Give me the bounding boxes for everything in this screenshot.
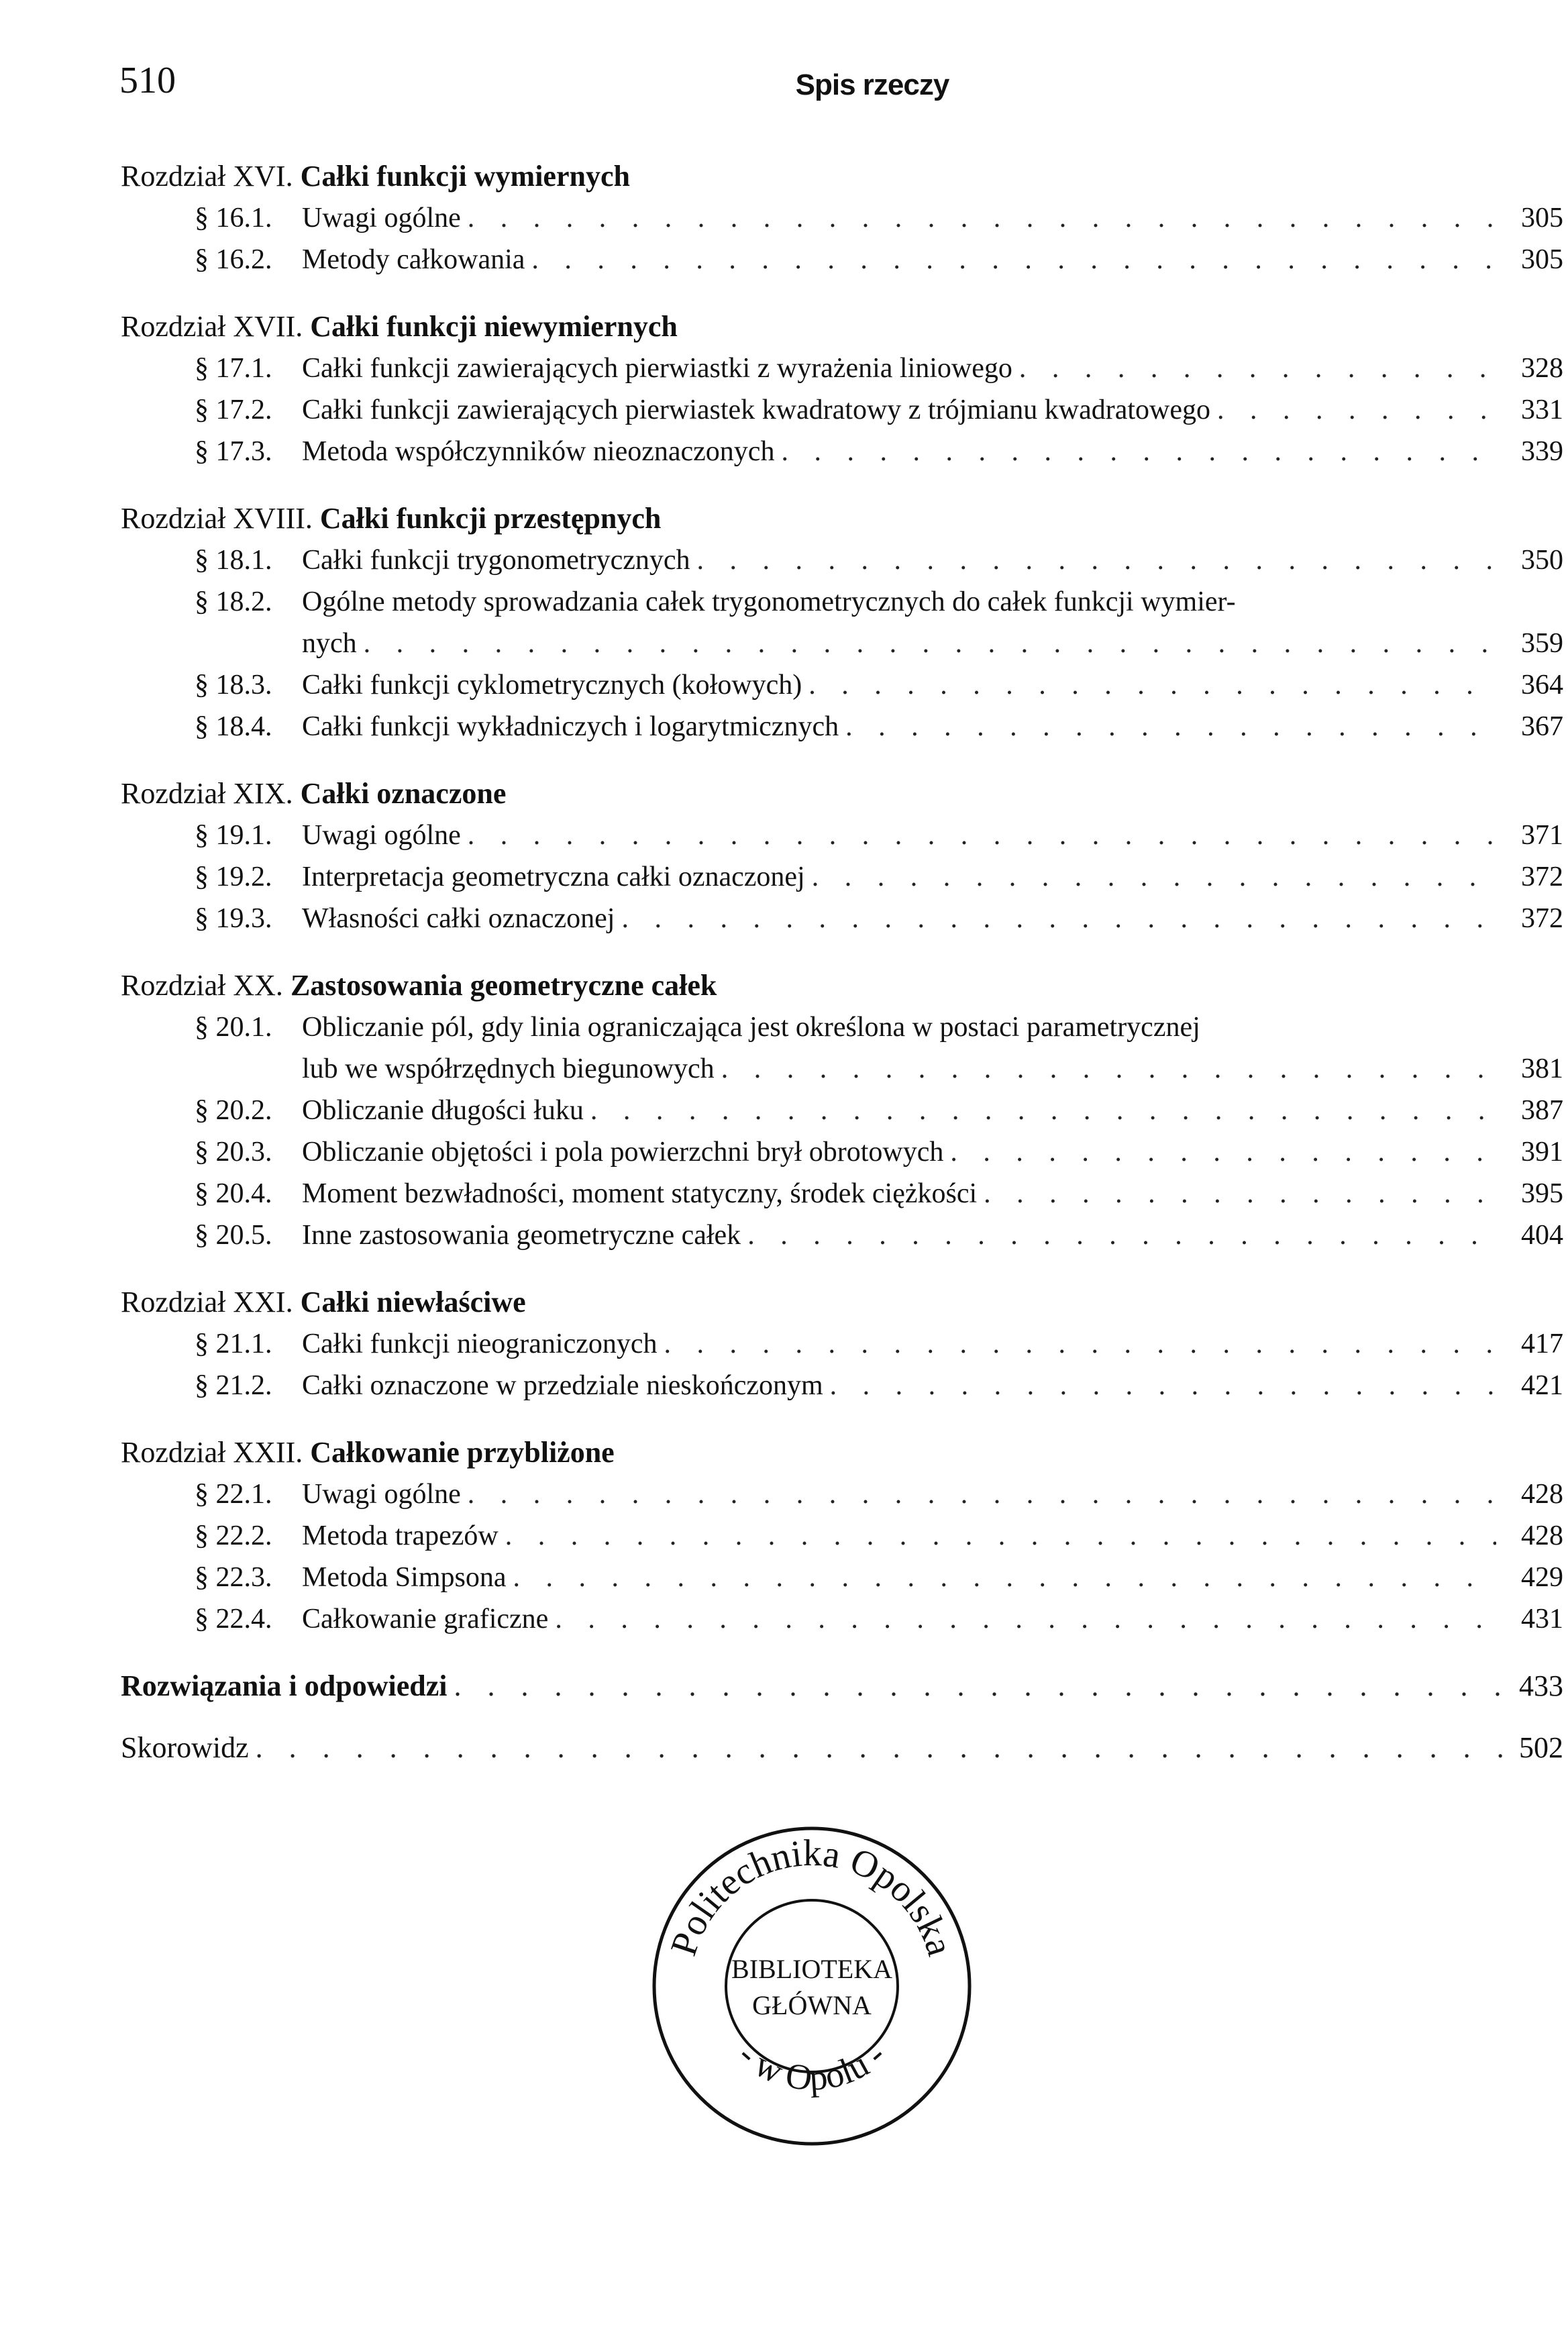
section-number: § 18.2. (195, 586, 272, 617)
chapter-xxi (121, 1282, 1563, 1406)
dot-leader (950, 1131, 1496, 1173)
chapter-name: Całki funkcji niewymiernych (310, 310, 678, 343)
stamp-inner-line2: GŁÓWNA (752, 1990, 872, 2020)
section-title-line: lub we współrzędnych biegunowych (302, 1053, 715, 1084)
dot-leader (721, 1048, 1496, 1090)
stamp-inner-line1: BIBLIOTEKA (731, 1954, 892, 1984)
section-title: Całki funkcji cyklometrycznych (kołowych) (302, 670, 802, 701)
toc-entry (121, 389, 1563, 431)
chapter-name: Zastosowania geometryczne całek (290, 969, 717, 1002)
dot-leader (697, 539, 1496, 581)
dot-leader (505, 1515, 1496, 1557)
toc-entry (121, 1090, 1563, 1131)
section-title: Uwagi ogólne (302, 1479, 461, 1510)
chapter-number: Rozdział XXII. (121, 1436, 303, 1469)
page-ref: 339 (1521, 436, 1563, 467)
dot-leader (747, 1214, 1496, 1256)
chapter-title (121, 965, 1563, 1006)
section-title: Własności całki oznaczonej (302, 903, 615, 934)
toc-entry-index (121, 1727, 1563, 1769)
chapter-number: Rozdział XX. (121, 969, 283, 1002)
toc-entry (121, 856, 1563, 898)
page-ref: 359 (1521, 628, 1563, 659)
section-number: § 18.1. (195, 545, 272, 576)
toc-entry (121, 898, 1563, 939)
chapter-name: Całki oznaczone (300, 777, 507, 810)
page-ref: 431 (1521, 1604, 1563, 1635)
dot-leader (845, 706, 1496, 747)
page-ref: 391 (1521, 1137, 1563, 1168)
page-ref: 428 (1521, 1479, 1563, 1510)
toc-entry-answers (121, 1665, 1563, 1707)
chapter-title (121, 1432, 1563, 1473)
toc-entry (121, 1365, 1563, 1406)
page-ref: 350 (1521, 545, 1563, 576)
stamp-outer-text-top: Politechnika Opolska (662, 1832, 961, 1961)
section-title: Interpretacja geometryczna całki oznaczonej (302, 862, 805, 892)
section-title: Całki funkcji zawierających pierwiastki z wyrażenia liniowego (302, 353, 1012, 384)
chapter-number: Rozdział XVIII. (121, 502, 313, 535)
section-title-line: Ogólne metody sprowadzania całek trygonometrycznych do całek funkcji wymier- (302, 586, 1236, 617)
toc-entry (121, 664, 1563, 706)
section-title: Całki funkcji trygonometrycznych (302, 545, 690, 576)
chapter-number: Rozdział XXI. (121, 1286, 293, 1318)
page-ref: 387 (1521, 1095, 1563, 1126)
page-ref: 305 (1521, 244, 1563, 275)
chapter-name: Całki funkcji wymiernych (300, 160, 630, 193)
section-number: § 16.1. (195, 203, 272, 234)
dot-leader (830, 1365, 1496, 1406)
dot-leader (256, 1727, 1519, 1769)
toc-entry (121, 348, 1563, 389)
section-number: § 17.2. (195, 395, 272, 425)
section-number: § 20.4. (195, 1178, 272, 1209)
section-number: § 21.1. (195, 1329, 272, 1359)
chapter-name: Całki funkcji przestępnych (319, 502, 662, 535)
chapter-xvi (121, 156, 1563, 280)
page-ref: 371 (1521, 820, 1563, 851)
section-number: § 19.3. (195, 903, 272, 934)
dot-leader (812, 856, 1496, 898)
section-title: Metoda Simpsona (302, 1562, 507, 1593)
chapter-name: Całkowanie przybliżone (310, 1436, 615, 1469)
chapter-title (121, 306, 1563, 348)
page-ref: 331 (1521, 395, 1563, 425)
section-title: Uwagi ogólne (302, 820, 461, 851)
toc-entry (121, 706, 1563, 747)
section-number: § 16.2. (195, 244, 272, 275)
entry-title: Skorowidz (121, 1731, 249, 1764)
page-ref: 417 (1521, 1329, 1563, 1359)
toc-entry (121, 197, 1563, 239)
dot-leader (621, 898, 1496, 939)
toc-entry (121, 1173, 1563, 1214)
toc-entry (121, 581, 1563, 664)
section-title: Całki funkcji wykładniczych i logarytmicznych (302, 711, 839, 742)
dot-leader (1217, 389, 1496, 431)
section-number: § 22.3. (195, 1562, 272, 1593)
section-number: § 20.3. (195, 1137, 272, 1168)
dot-leader (590, 1090, 1496, 1131)
section-title-continuation (302, 1048, 1563, 1090)
chapter-number: Rozdział XIX. (121, 777, 293, 810)
section-title: Inne zastosowania geometryczne całek (302, 1220, 741, 1251)
dot-leader (468, 197, 1496, 239)
chapter-name: Całki niewłaściwe (300, 1286, 526, 1318)
section-title: Metody całkowania (302, 244, 525, 275)
section-title: Całkowanie graficzne (302, 1604, 549, 1635)
page-ref: 428 (1521, 1520, 1563, 1551)
chapter-title (121, 773, 1563, 815)
page-ref: 502 (1519, 1731, 1563, 1764)
dot-leader (664, 1323, 1497, 1365)
chapter-xxii (121, 1432, 1563, 1640)
section-number: § 22.2. (195, 1520, 272, 1551)
page-ref: 305 (1521, 203, 1563, 234)
dot-leader (984, 1173, 1496, 1214)
section-title: Metoda współczynników nieoznaczonych (302, 436, 775, 467)
page-number: 510 (119, 60, 176, 101)
dot-leader (364, 623, 1496, 664)
toc-entry (121, 1557, 1563, 1598)
toc-entry (121, 1214, 1563, 1256)
section-number: § 18.4. (195, 711, 272, 742)
section-number: § 21.2. (195, 1370, 272, 1401)
section-title: Obliczanie długości łuku (302, 1095, 584, 1126)
dot-leader (454, 1665, 1519, 1707)
section-number: § 22.4. (195, 1604, 272, 1635)
section-title: Metoda trapezów (302, 1520, 499, 1551)
section-title: Moment bezwładności, moment statyczny, środek ciężkości (302, 1178, 978, 1209)
page-ref: 372 (1521, 862, 1563, 892)
section-title: Całki funkcji zawierających pierwiastek kwadratowy z trójmianu kwadratowego (302, 395, 1210, 425)
page-ref: 395 (1521, 1178, 1563, 1209)
running-head: Spis rzeczy (795, 68, 949, 101)
toc-entry (121, 1598, 1563, 1640)
chapter-number: Rozdział XVII. (121, 310, 303, 343)
section-title-continuation (302, 623, 1563, 664)
chapter-xvii (121, 306, 1563, 472)
page-ref: 367 (1521, 711, 1563, 742)
section-title: Całki oznaczone w przedziale nieskończonym (302, 1370, 823, 1401)
page-ref: 372 (1521, 903, 1563, 934)
dot-leader (468, 1473, 1496, 1515)
page-ref: 433 (1519, 1669, 1563, 1702)
chapter-xx (121, 965, 1563, 1256)
dot-leader (1019, 348, 1496, 389)
dot-leader (555, 1598, 1496, 1640)
toc-entry (121, 431, 1563, 472)
toc-entry (121, 239, 1563, 280)
section-title: Obliczanie objętości i pola powierzchni brył obrotowych (302, 1137, 944, 1168)
section-title-line: Obliczanie pól, gdy linia ograniczająca jest określona w postaci parametrycznej (302, 1012, 1200, 1043)
section-title-block (302, 1006, 1563, 1090)
section-number: § 17.1. (195, 353, 272, 384)
library-stamp (644, 1818, 980, 2154)
section-number: § 20.5. (195, 1220, 272, 1251)
page-ref: 381 (1521, 1053, 1563, 1084)
chapter-title (121, 498, 1563, 539)
table-of-contents (121, 156, 1563, 1789)
section-title: Całki funkcji nieograniczonych (302, 1329, 658, 1359)
toc-entry (121, 1006, 1563, 1090)
section-title-line: nych (302, 628, 357, 659)
chapter-title (121, 156, 1563, 197)
entry-title: Rozwiązania i odpowiedzi (121, 1669, 448, 1702)
page-ref: 404 (1521, 1220, 1563, 1251)
dot-leader (781, 431, 1496, 472)
toc-entry (121, 1131, 1563, 1173)
page-ref: 364 (1521, 670, 1563, 701)
toc-entry (121, 1515, 1563, 1557)
section-title-block (302, 581, 1563, 664)
toc-entry (121, 1323, 1563, 1365)
dot-leader (808, 664, 1496, 706)
dot-leader (468, 815, 1496, 856)
section-number: § 18.3. (195, 670, 272, 701)
section-number: § 20.2. (195, 1095, 272, 1126)
chapter-number: Rozdział XVI. (121, 160, 293, 193)
section-number: § 20.1. (195, 1012, 272, 1043)
section-title: Uwagi ogólne (302, 203, 461, 234)
page-ref: 421 (1521, 1370, 1563, 1401)
section-number: § 19.1. (195, 820, 272, 851)
chapter-xviii (121, 498, 1563, 747)
page-ref: 429 (1521, 1562, 1563, 1593)
toc-entry (121, 539, 1563, 581)
dot-leader (513, 1557, 1496, 1598)
chapter-title (121, 1282, 1563, 1323)
dot-leader (531, 239, 1496, 280)
section-number: § 19.2. (195, 862, 272, 892)
chapter-xix (121, 773, 1563, 939)
stamp-outer-text-bottom: - w Opolu - (730, 2034, 894, 2099)
section-number: § 17.3. (195, 436, 272, 467)
toc-entry (121, 1473, 1563, 1515)
section-number: § 22.1. (195, 1479, 272, 1510)
toc-entry (121, 815, 1563, 856)
page-ref: 328 (1521, 353, 1563, 384)
